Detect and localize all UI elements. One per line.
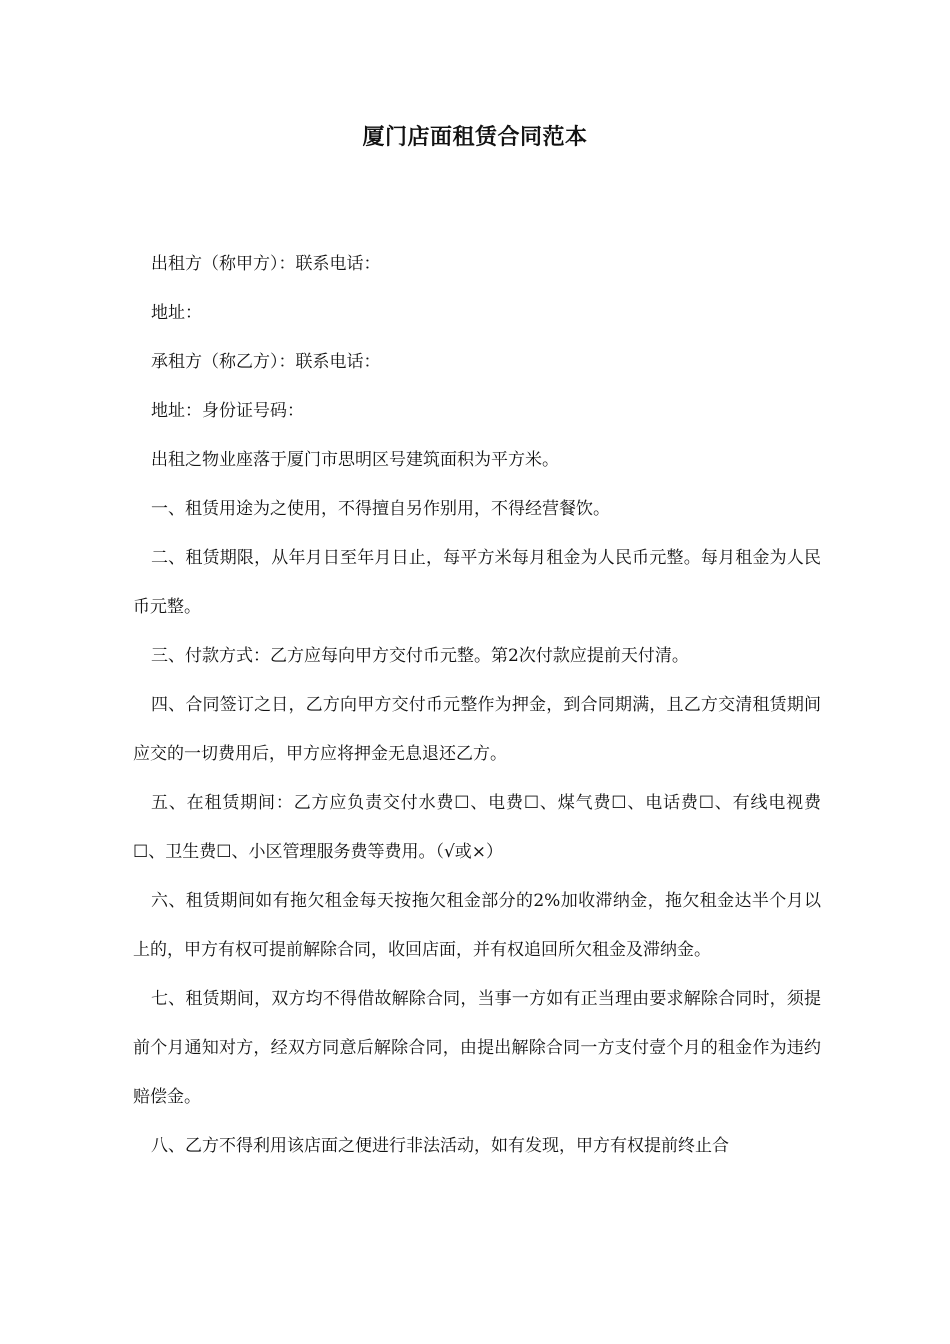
property-location: 出租之物业座落于厦门市思明区号建筑面积为平方米。 xyxy=(151,450,559,470)
document-title: 厦门店面租赁合同范本 xyxy=(362,125,588,150)
party-b-address-id: 地址：身份证号码： xyxy=(151,401,304,421)
party-b-line: 承租方（称乙方）：联系电话： xyxy=(151,352,381,372)
clause-4: 四、合同签订之日，乙方向甲方交付币元整作为押金，到合同期满，且乙方交清租赁期间应交的一切费用后，甲方应将押金无息退还乙方。 xyxy=(133,695,821,764)
clause-3: 三、付款方式：乙方应每向甲方交付币元整。第2次付款应提前天付清。 xyxy=(151,646,689,666)
clause-1: 一、租赁用途为之使用，不得擅自另作别用，不得经营餐饮。 xyxy=(151,499,610,519)
party-a-address: 地址： xyxy=(151,303,202,323)
document-body xyxy=(133,240,821,1171)
clause-2: 二、租赁期限，从年月日至年月日止，每平方米每月租金为人民币元整。每月租金为人民币元整。 xyxy=(133,548,821,617)
clause-8: 八、乙方不得利用该店面之便进行非法活动，如有发现，甲方有权提前终止合 xyxy=(151,1136,729,1156)
clause-5: 五、在租赁期间：乙方应负责交付水费☐、电费☐、煤气费☐、电话费☐、有线电视费☐、卫生费☐、小区管理服务费等费用。（√或×） xyxy=(133,793,821,862)
clause-7: 七、租赁期间，双方均不得借故解除合同，当事一方如有正当理由要求解除合同时，须提前个月通知对方，经双方同意后解除合同，由提出解除合同一方支付壹个月的租金作为违约赔偿金。 xyxy=(133,989,821,1107)
clause-6: 六、租赁期间如有拖欠租金每天按拖欠租金部分的2%加收滞纳金，拖欠租金达半个月以上的，甲方有权可提前解除合同，收回店面，并有权追回所欠租金及滞纳金。 xyxy=(133,891,821,960)
party-a-line: 出租方（称甲方）：联系电话： xyxy=(151,254,381,274)
